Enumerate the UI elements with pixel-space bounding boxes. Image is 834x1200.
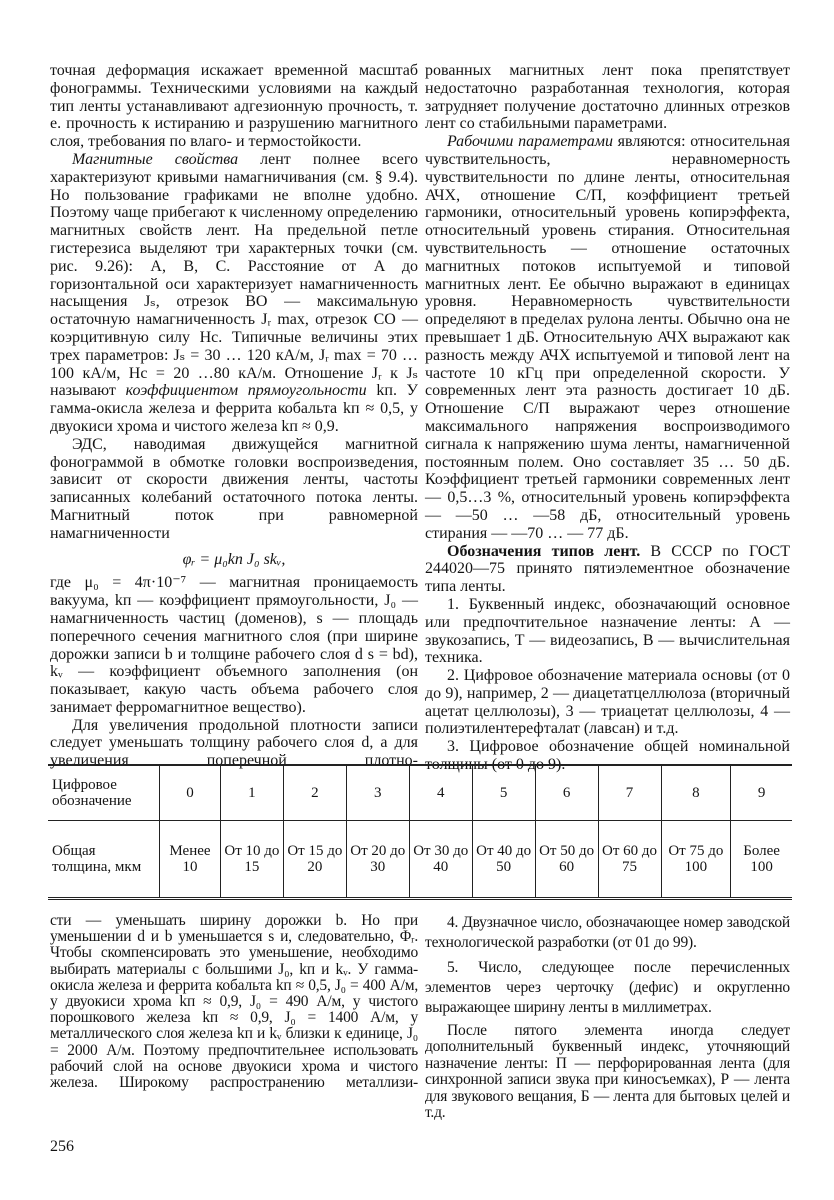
table-cell: От 40 до 50 [472,821,535,899]
left-column-bottom [50,913,418,1091]
table-cell: Более 100 [731,821,792,899]
italic-term: коэффициентом прямоугольности [125,382,367,400]
thickness-table [48,764,792,900]
list-item: 4. Двузначное число, обозначающее номер заводской технологической разработки (от 01 до 99). [425,914,790,951]
page-number: 256 [50,1138,74,1155]
bold-heading: Обозначения типов лент. [447,542,641,560]
table-cell: 7 [598,765,661,821]
right-column-bottom [425,913,790,1126]
paragraph-magnetic-properties [50,151,418,436]
paragraph-text: лент полнее всего характеризуют кривыми намагничивания (см. § 9.4). Но пользование графиками не вполне удобно. Поэтому чаще прибегают к численному определению магнитных свойств лент. На предельной петле гистерезиса выделяют три характерных точки (см. рис. 9.26): A, B, C. Расстояние от A до горизонтальной оси характеризует намагниченность насыщения Jₛ, отрезок BO — максимальную остаточную намагниченность Jᵣ max, отрезок CO — коэрцитивную силу Hc. Типичные величины этих трех параметров: Jₛ = 30 … 120 кА/м, Jᵣ max = 70 … 100 кА/м, Hc = 20 …80 кА/м. Отношение Jᵣ к Jₛ называют [50,150,418,400]
paragraph-text: kп. У гамма-окисла железа и феррита кобальта kп ≈ 0,5, у двуокиси хрома и чистого железа kп ≈ 0,9. [50,382,418,435]
paragraph: рованных магнитных лент пока препятствует недостаточно разработанная технология, которая затрудняет получение достаточно длинных отрезков лент со стабильными параметрами. [425,62,790,133]
table-header-label: Цифровое обозначение [48,765,160,821]
table-cell: 9 [731,765,792,821]
table-header-row [48,765,792,821]
table-cell: 0 [160,765,221,821]
table-cell: 2 [283,765,346,821]
table-cell: От 50 до 60 [535,821,598,899]
paragraph-working-parameters [425,133,790,542]
paragraph: точная деформация искажает временной масштаб фонограммы. Техническими условиями на каждый тип ленты устанавливают адгезионную прочность, т. е. прочность к истиранию и разрушению магнитного слоя, требования по влаго- и термостойкости. [50,62,418,151]
paragraph: где μ₀ = 4π·10⁻⁷ — магнитная проницаемость вакуума, kп — коэффициент прямоугольности, J₀ — намагниченность частиц (доменов), s — площадь поперечного сечения магнитного слоя (при ширине дорожки записи b и толщине рабочего слоя d s = bd), kᵥ — коэффициент объемного заполнения (он показывает, какую часть объема рабочего слоя занимает ферромагнитное вещество). [50,574,418,716]
table-cell: 5 [472,765,535,821]
paragraph: сти — уменьшать ширину дорожки b. Но при уменьшении d и b уменьшается s и, следовательно, Φᵣ. Чтобы скомпенсировать это уменьшение, необходимо выбирать материалы с большими J₀, kп и kᵥ. У гамма-окисла железа и феррита кобальта kп ≈ 0,5, J₀ = 400 А/м, у двуокиси хрома kп ≈ 0,9, J₀ = 490 А/м, у чистого порошкового железа kп ≈ 0,9, J₀ = 1400 А/м, у металлического слоя железа kп и kᵥ близки к единице, J₀ = 2000 А/м. Поэтому предпочтительнее использовать рабочий слой на основе двуокиси хрома и чистого железа. Широкому распространению металлизи- [50,912,418,1092]
formula: φᵣ = μ₀kп J₀ skᵥ, [182,550,286,568]
table-cell: От 20 до 30 [346,821,409,899]
right-column-top [425,62,790,774]
italic-term: Магнитные свойства [72,150,239,168]
table-cell: 1 [220,765,283,821]
list-item: 1. Буквенный индекс, обозначающий основное или предпочтительное назначение ленты: А — звукозапись, Т — видеозапись, В — вычислительная техника. [425,595,790,667]
paragraph-text: являются: относительная чувствительность, неравномерность чувствительности по длине ленты, относительная АЧХ, отношение С/П, коэффициент третьей гармоники, относительный уровень копирэффекта, относительный уровень стирания. Относительная чувствительность — отношение остаточных магнитных потоков испытуемой и типовой магнитных лент. Ее обычно выражают в единицах уровня. Неравномерность чувствительности определяют в пределах рулона ленты. Обычно она не превышает 1 дБ. Относительную АЧХ выражают как разность между АЧХ испытуемой и типовой лент на частоте 10 кГц при определенной скорости. У современных лент эта разность достигает 10 дБ. Отношение С/П выражают через отношение максимального напряжения воспроизводимого сигнала к напряжению шума ленты, намагниченной постоянным полем. Оно составляет 35 … 50 дБ. Коэффициент третьей гармоники современных лент — 0,5…3 %, относительный уровень копирэффекта — —50 … —58 дБ, относительный уровень стирания — —70 … — 77 дБ. [425,133,790,542]
table-cell: От 10 до 15 [220,821,283,899]
table-cell: 3 [346,765,409,821]
table-cell: От 30 до 40 [409,821,472,899]
table-row [48,821,792,899]
list-item: 2. Цифровое обозначение материала основы (от 0 до 9), например, 2 — диацетатцеллюлоза (вторичный ацетат целлюлозы), 3 — триацетат целлюлозы, 4 — полиэтилентерефталат (лавсан) и т.д. [425,667,790,738]
paragraph: После пятого элемента иногда следует дополнительный буквенный индекс, уточняющий назначение ленты: П — перфорированная лента (для синхронной записи звука при киносъемках), Р — лента для звукового вещания, Б — лента для бытовых целей и т.д. [425,1022,790,1122]
paragraph-tape-designations [425,543,790,596]
list-item: 3. Цифровое обозначение общей номинальной толщины (от 0 до 9). [425,738,790,774]
table-cell: От 15 до 20 [283,821,346,899]
paragraph: Для увеличения продольной плотности записи следует уменьшать толщину рабочего слоя d, а для увеличения поперечной плотно- [50,716,418,770]
table-cell: От 75 до 100 [661,821,731,899]
table-cell: 4 [409,765,472,821]
table-cell: От 60 до 75 [598,821,661,899]
left-column-top [50,62,418,770]
table-cell: Менее 10 [160,821,221,899]
italic-term: Рабочими параметрами [447,133,613,151]
table-cell: 6 [535,765,598,821]
paragraph: ЭДС, наводимая движущейся магнитной фонограммой в обмотке головки воспроизведения, зависит от скорости движения ленты, частоты записанных колебаний остаточного потока ленты. Магнитный поток при равномерной намагниченности [50,435,418,542]
paragraph-text: В СССР по ГОСТ 244020—75 принято пятиэлементное обозначение типа ленты. [425,542,790,596]
list-item: 5. Число, следующее после перечисленных элементов через черточку (дефис) и округленно выражающее ширину ленты в миллиметрах. [425,959,790,1016]
table-cell: 8 [661,765,731,821]
table-row-label: Общая толщина, мкм [52,843,142,875]
